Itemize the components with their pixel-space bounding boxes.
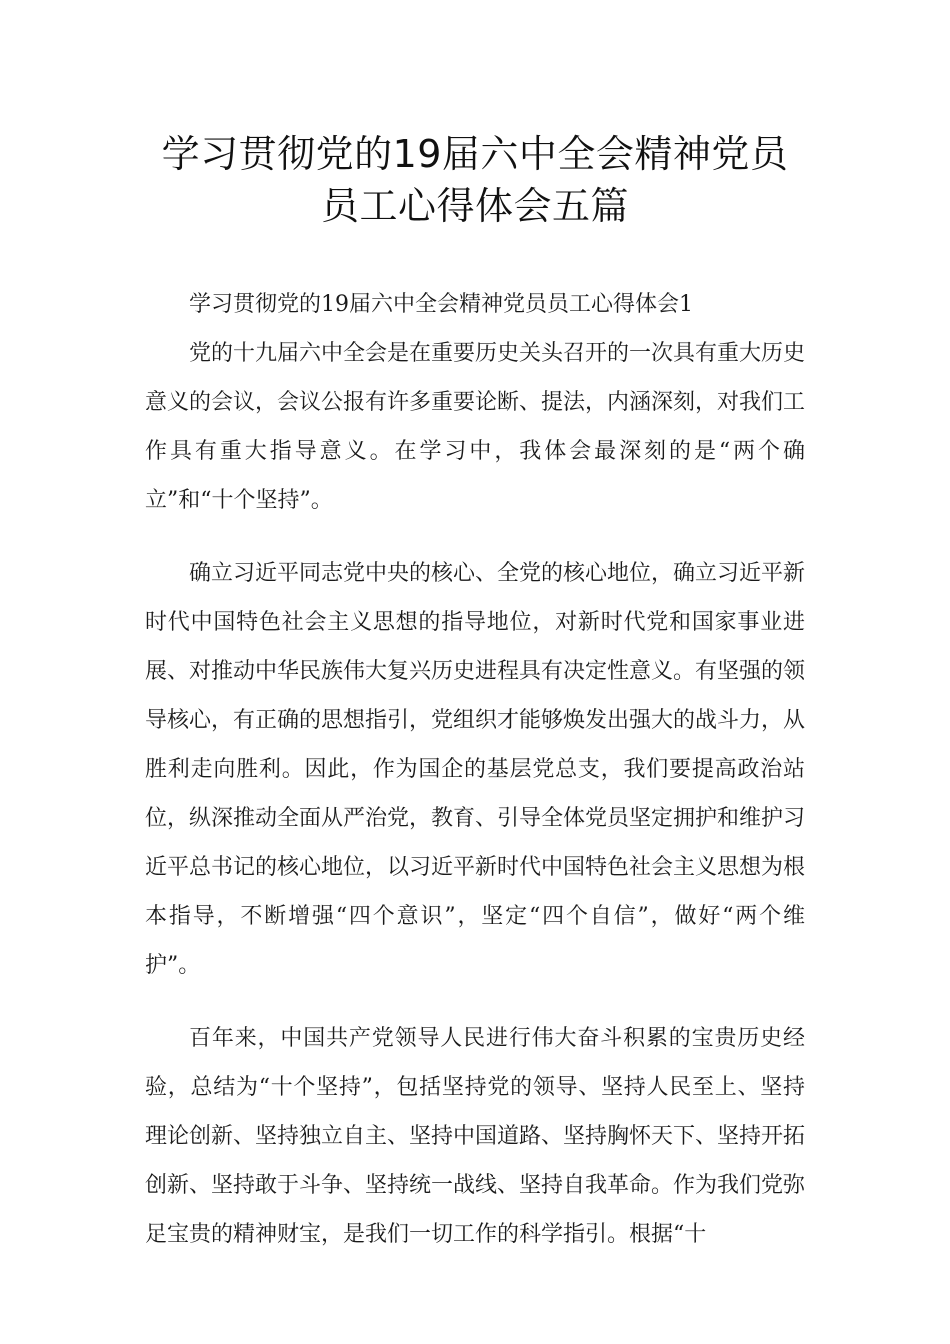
document-body [145, 280, 805, 1259]
title-line-1: 学习贯彻党的19届六中全会精神党员 [161, 132, 789, 176]
document-title [100, 128, 850, 232]
paragraph-2: 确立习近平同志党中央的核心、全党的核心地位，确立习近平新时代中国特色社会主义思想的指导地位，对新时代党和国家事业进展、对推动中华民族伟大复兴历史进程具有决定性意义。有坚强的领导核心，有正确的思想指引，党组织才能够焕发出强大的战斗力，从胜利走向胜利。因此，作为国企的基层党总支，我们要提高政治站位，纵深推动全面从严治党，教育、引导全体党员坚定拥护和维护习近平总书记的核心地位，以习近平新时代中国特色社会主义思想为根本指导，不断增强“四个意识”，坚定“四个自信”，做好“两个维护”。 [145, 561, 806, 978]
paragraph-1: 党的十九届六中全会是在重要历史关头召开的一次具有重大历史意义的会议，会议公报有许多重要论断、提法，内涵深刻，对我们工作具有重大指导意义。在学习中，我体会最深刻的是“两个确立”和“十个坚持”。 [145, 341, 806, 513]
section-heading: 学习贯彻党的19届六中全会精神党员员工心得体会1 [189, 292, 693, 317]
paragraph-3: 百年来，中国共产党领导人民进行伟大奋斗积累的宝贵历史经验，总结为“十个坚持”，包括坚持党的领导、坚持人民至上、坚持理论创新、坚持独立自主、坚持中国道路、坚持胸怀天下、坚持开拓创新、坚持敢于斗争、坚持统一战线、坚持自我革命。作为我们党弥足宝贵的精神财宝，是我们一切工作的科学指引。根据“十 [145, 1026, 806, 1247]
title-line-2: 员工心得体会五篇 [320, 184, 629, 228]
